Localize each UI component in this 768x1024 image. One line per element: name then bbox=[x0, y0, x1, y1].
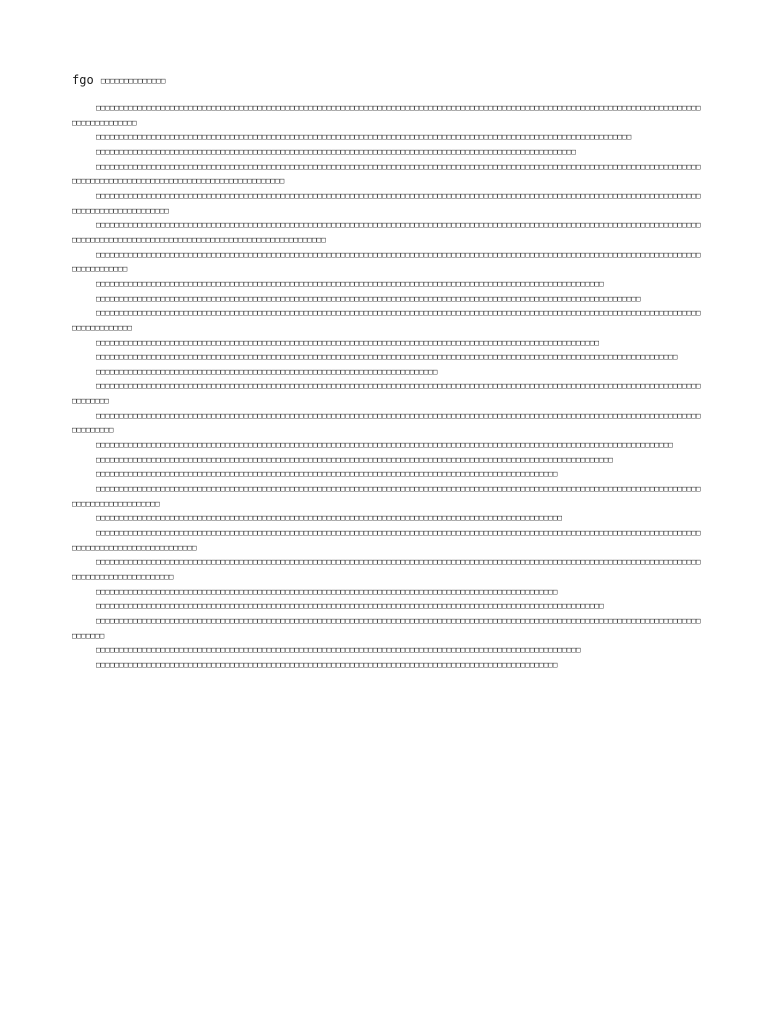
paragraph: □□□□□□□□□□□□□□□□□□□□□□□□□□□□□□□□□□□□□□□□□□□□□□□□□□□□□□□□□□□□□□□□□□□□□□□□□□□□□□□□□□□□□□□□□□□□□□□□□□□□□□□□□□□□□□□□□□□□□□□□□□□□□□□□□□□□□□□□□□□□□□□□□□□□□□□□□□□□□□ bbox=[72, 528, 701, 552]
paragraph: □□□□□□□□□□□□□□□□□□□□□□□□□□□□□□□□□□□□□□□□□□□□□□□□□□□□□□□□□□□□□□□□□□□□□□□□□□□□□□□□□□□□□□□□□□□□□□□□□□□□□□□□□□□□□□□□□□□□□□□□□□□□□□□□□□□□□□□□□□□□□□□ bbox=[72, 249, 701, 274]
paragraph: □□□□□□□□□□□□□□□□□□□□□□□□□□□□□□□□□□□□□□□□□□□□□□□□□□□□□□□□□□□□□□□□□□□□□□□□□□□□□□□□□□□□□□□□□□□□□□□□□□□□□□□□□□□□□□□□□□□□□□□□□□□□□□□□□□□□□□□□□□□□□□□□□ bbox=[72, 103, 701, 127]
paragraph: □□□□□□□□□□□□□□□□□□□□□□□□□□□□□□□□□□□□□□□□□□□□□□□□□□□□□□□□□□□□□□□□□□□□□□□□□□□□□□□□□□□□□□□□□□□□□□□□□□□□□□□□□□□□□□□□□□□□□□□□□□□□□□□□□□□□□□□□□□ bbox=[72, 615, 701, 640]
paragraph: □□□□□□□□□□□□□□□□□□□□□□□□□□□□□□□□□□□□□□□□□□□□□□□□□□□□□□□□□□□□□□□□□□□□□□□□□□□□□□□□□□□□□□□□□□□□□□□□□□□□□□□□□□□□□□□□□□□□□□□□□□□□□□□□□□□□□□□□□□□□□□□□□□□□□□□□□□□□□□□□□□□□□□□□□□□□□□□□□□□□□□□□□□ bbox=[72, 220, 701, 244]
document-body bbox=[72, 101, 702, 673]
paragraph: □□□□□□□□□□□□□□□□□□□□□□□□□□□□□□□□□□□□□□□□□□□□□□□□□□□□□□□□□□□□□□□□□□□□□□□□□□□□□□□□□□□□□□□□□□□□□□□□□□□□□□□□□□□□□□□□□□□□□□□□□□□□□□□□□□□□□□□□□□□□□□□□□□□□□□ bbox=[72, 484, 701, 508]
paragraph: □□□□□□□□□□□□□□□□□□□□□□□□□□□□□□□□□□□□□□□□□□□□□□□□□□□□□□□□□□□□□□□□□□□□□□□□□□ bbox=[96, 366, 438, 376]
paragraph: □□□□□□□□□□□□□□□□□□□□□□□□□□□□□□□□□□□□□□□□□□□□□□□□□□□□□□□□□□□□□□□□□□□□□□□□□□□□□□□□□□□□□□□□□□□□□□□□□□□□□□□□□□□□□□□□□□□□□□□□□□□□□□□□□□□□□□□□□□□□□□□□□□□□□□□□□□□□□□□□□□□□□□□□□□□□□□□□□ bbox=[72, 161, 701, 186]
paragraph: □□□□□□□□□□□□□□□□□□□□□□□□□□□□□□□□□□□□□□□□□□□□□□□□□□□□□□□□□□□□□□□□□□□□□□□□□□□□□□□□□□□□□□□□□□□□□□□□□□□□ bbox=[96, 469, 558, 479]
paragraph: □□□□□□□□□□□□□□□□□□□□□□□□□□□□□□□□□□□□□□□□□□□□□□□□□□□□□□□□□□□□□□□□□□□□□□□□□□□□□□□□□□□□□□□□□□□□□□□□□□□□□□□□ bbox=[96, 146, 576, 156]
paragraph: □□□□□□□□□□□□□□□□□□□□□□□□□□□□□□□□□□□□□□□□□□□□□□□□□□□□□□□□□□□□□□□□□□□□□□□□□□□□□□□□□□□□□□□□□□□□□□□□□□□□□□□□□□□□□□□□□□□□ bbox=[96, 132, 632, 142]
document-title-prefix: fgo bbox=[72, 73, 94, 87]
paragraph: □□□□□□□□□□□□□□□□□□□□□□□□□□□□□□□□□□□□□□□□□□□□□□□□□□□□□□□□□□□□□□□□□□□□□□□□□□□□□□□□□□□□□□□□□□□□□□□□□□□□□□□□□□□□□□□□□□□□□□□□□□□□□□□□□□□□□□□□□□□□ bbox=[72, 410, 701, 435]
paragraph: □□□□□□□□□□□□□□□□□□□□□□□□□□□□□□□□□□□□□□□□□□□□□□□□□□□□□□□□□□□□□□□□□□□□□□□□□□□□□□□□□□□□□□□□□□□□□□□□□□□□□□□□□□□□□□□□□□□□□□□□□□□□□□□□□□□□□□□□□□□□□□□□ bbox=[72, 308, 701, 332]
paragraph: □□□□□□□□□□□□□□□□□□□□□□□□□□□□□□□□□□□□□□□□□□□□□□□□□□□□□□□□□□□□□□□□□□□□□□□□□□□□□□□□□□□□□□□□□□□□□□□□□□□□□□□□□□□□□□□□□□□□□□□□□□□□□□□□□□□□□□□□□□□□□□□□□□□□□□□□□ bbox=[72, 557, 701, 581]
paragraph: □□□□□□□□□□□□□□□□□□□□□□□□□□□□□□□□□□□□□□□□□□□□□□□□□□□□□□□□□□□□□□□□□□□□□□□□□□□□□□□□□□□□□□□□□□□□□□□□□□□□ bbox=[96, 586, 558, 596]
paragraph: □□□□□□□□□□□□□□□□□□□□□□□□□□□□□□□□□□□□□□□□□□□□□□□□□□□□□□□□□□□□□□□□□□□□□□□□□□□□□□□□□□□□□□□□□□□□□□□□□□□□□□□□□□□□□□□□□□□□□□□□□□□□□□□□□□□□□□□□□□□□□□□□□□□□□□□□ bbox=[72, 190, 701, 215]
document-title-glyphs: □□□□□□□□□□□□□□ bbox=[100, 76, 166, 85]
paragraph: □□□□□□□□□□□□□□□□□□□□□□□□□□□□□□□□□□□□□□□□□□□□□□□□□□□□□□□□□□□□□□□□□□□□□□□□□□□□□□□□□□□□□□□□□□□□□□□□□□□□□□□□□□□□□ bbox=[96, 337, 600, 347]
document-title bbox=[72, 72, 702, 89]
paragraph: □□□□□□□□□□□□□□□□□□□□□□□□□□□□□□□□□□□□□□□□□□□□□□□□□□□□□□□□□□□□□□□□□□□□□□□□□□□□□□□□□□□□□□□□□□□□□□□□□□□□□□□□□ bbox=[96, 645, 581, 655]
paragraph: □□□□□□□□□□□□□□□□□□□□□□□□□□□□□□□□□□□□□□□□□□□□□□□□□□□□□□□□□□□□□□□□□□□□□□□□□□□□□□□□□□□□□□□□□□□□□□□□□□□□□□□□□□□□□□□□□□□□□□□□□□□□□ bbox=[96, 440, 673, 450]
paragraph: □□□□□□□□□□□□□□□□□□□□□□□□□□□□□□□□□□□□□□□□□□□□□□□□□□□□□□□□□□□□□□□□□□□□□□□□□□□□□□□□□□□□□□□□□□□□□□□□□□□□□□□□□□□□□□□□□□□□□□□□□□□□□□□□□□□□□□□□□□□ bbox=[72, 381, 701, 406]
paragraph: □□□□□□□□□□□□□□□□□□□□□□□□□□□□□□□□□□□□□□□□□□□□□□□□□□□□□□□□□□□□□□□□□□□□□□□□□□□□□□□□□□□□□□□□□□□□□□□□□□□□□ bbox=[96, 513, 563, 523]
paragraph: □□□□□□□□□□□□□□□□□□□□□□□□□□□□□□□□□□□□□□□□□□□□□□□□□□□□□□□□□□□□□□□□□□□□□□□□□□□□□□□□□□□□□□□□□□□□□□□□□□□□□□□□□□□□□□□□□□□□□□ bbox=[96, 293, 641, 303]
paragraph: □□□□□□□□□□□□□□□□□□□□□□□□□□□□□□□□□□□□□□□□□□□□□□□□□□□□□□□□□□□□□□□□□□□□□□□□□□□□□□□□□□□□□□□□□□□□□□□□□□□□□□□□□□□□□□□□ bbox=[96, 454, 613, 464]
paragraph: □□□□□□□□□□□□□□□□□□□□□□□□□□□□□□□□□□□□□□□□□□□□□□□□□□□□□□□□□□□□□□□□□□□□□□□□□□□□□□□□□□□□□□□□□□□□□□□□□□□□ bbox=[96, 659, 558, 669]
paragraph: □□□□□□□□□□□□□□□□□□□□□□□□□□□□□□□□□□□□□□□□□□□□□□□□□□□□□□□□□□□□□□□□□□□□□□□□□□□□□□□□□□□□□□□□□□□□□□□□□□□□□□□□□□□□□□ bbox=[96, 278, 604, 288]
paragraph: □□□□□□□□□□□□□□□□□□□□□□□□□□□□□□□□□□□□□□□□□□□□□□□□□□□□□□□□□□□□□□□□□□□□□□□□□□□□□□□□□□□□□□□□□□□□□□□□□□□□□□□□□□□□□□□□□□□□□□□□□□□□□□ bbox=[96, 352, 678, 362]
document-page bbox=[72, 72, 702, 673]
paragraph: □□□□□□□□□□□□□□□□□□□□□□□□□□□□□□□□□□□□□□□□□□□□□□□□□□□□□□□□□□□□□□□□□□□□□□□□□□□□□□□□□□□□□□□□□□□□□□□□□□□□□□□□□□□□□□ bbox=[96, 601, 604, 611]
